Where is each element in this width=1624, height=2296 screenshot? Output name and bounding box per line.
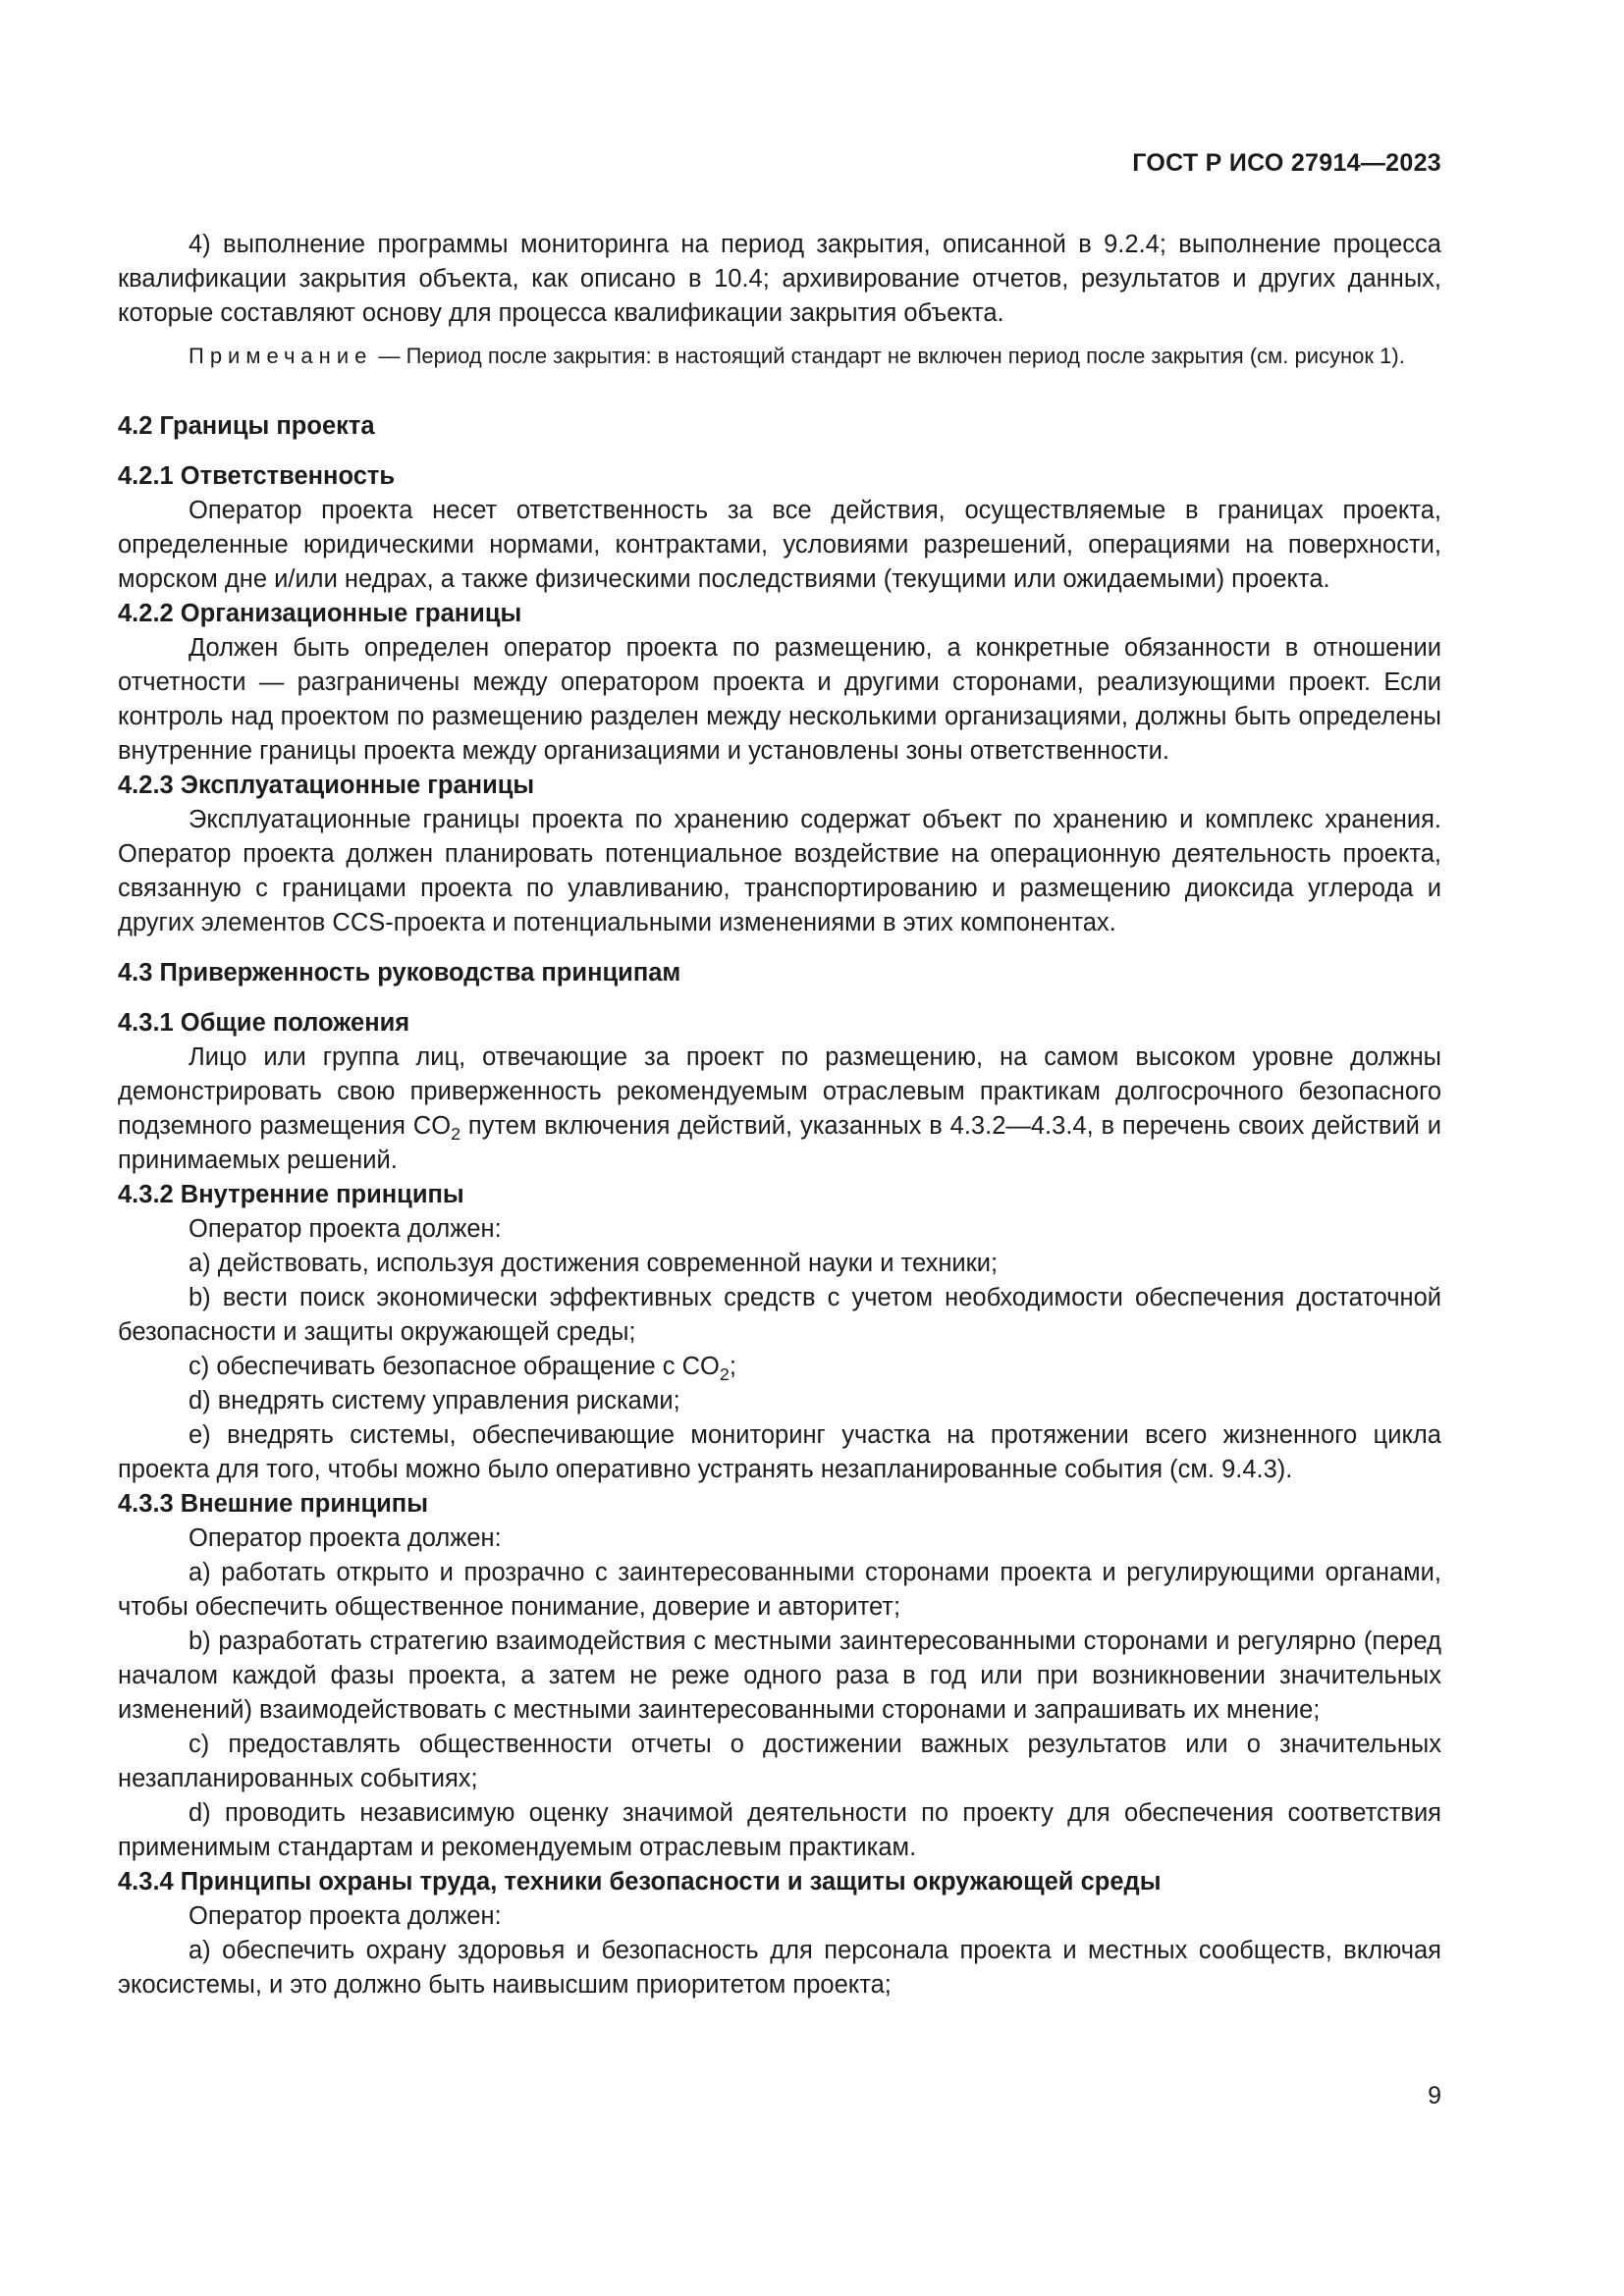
section-4-3-3-item-b: b) разработать стратегию взаимодействия с местными заинтересованными сторонами и регулярно (перед началом каждой фазы проекта, а затем не реже одного раза в год или при возникновении значительных изменений) взаимодействовать с местными заинтересованными сторонами и запрашивать их мнение;: [118, 1628, 1441, 1724]
document-code-header: ГОСТ Р ИСО 27914—2023: [1132, 149, 1441, 177]
section-4-3-3-item-a: а) работать открыто и прозрачно с заинтересованными сторонами проекта и регулирующими органами, чтобы обеспечить общественное понимание, доверие и авторитет;: [118, 1559, 1441, 1621]
document-body: [118, 228, 1441, 2002]
note: [118, 341, 1441, 372]
subscript-2: 2: [719, 1364, 730, 1385]
section-4-3-2-item-e: е) внедрять системы, обеспечивающие мониторинг участка на протяжении всего жизненного цикла проекта для того, чтобы можно было оперативно устранять незапланированные события (см. 9.4.3).: [118, 1421, 1441, 1483]
note-label: Примечание: [189, 344, 373, 368]
section-4-3-3-item-d: d) проводить независимую оценку значимой деятельности по проекту для обеспечения соответствия применимым стандартам и рекомендуемым отраслевым практикам.: [118, 1799, 1441, 1861]
section-4-3-2-item-b: b) вести поиск экономически эффективных средств с учетом необходимости обеспечения достаточной безопасности и защиты окружающей среды;: [118, 1284, 1441, 1346]
subscript-2: 2: [451, 1124, 460, 1145]
section-4-3-3-item-c: с) предоставлять общественности отчеты о достижении важных результатов или о значительных незапланированных событиях;: [118, 1731, 1441, 1792]
section-4-2-2-title: 4.2.2 Организационные границы: [118, 600, 522, 627]
section-4-3-title: 4.3 Приверженность руководства принципам: [118, 959, 681, 987]
section-4-2-3-text: Эксплуатационные границы проекта по хранению содержат объект по хранению и комплекс хранения. Оператор проекта должен планировать потенциальное воздействие на операционную деятельность проекта, связанную с границами проекта по улавливанию, транспортированию и размещению диоксида углерода и других элементов CCS-проекта и потенциальными изменениями в этих компонентах.: [118, 806, 1441, 936]
section-4-3-4-item-a: а) обеспечить охрану здоровья и безопасность для персонала проекта и местных сообществ, включая экосистемы, и это должно быть наивысшим приоритетом проекта;: [118, 1937, 1441, 1999]
section-4-2-3-title: 4.2.3 Эксплуатационные границы: [118, 772, 535, 799]
section-4-3-2-lead: Оператор проекта должен:: [189, 1215, 502, 1243]
section-4-3-2-item-a: а) действовать, используя достижения современной науки и техники;: [189, 1250, 999, 1277]
section-4-3-4-title: 4.3.4 Принципы охраны труда, техники безопасности и защиты окружающей среды: [118, 1868, 1162, 1896]
intro-item-4: 4) выполнение программы мониторинга на период закрытия, описанной в 9.2.4; выполнение процесса квалификации закрытия объекта, как описано в 10.4; архивирование отчетов, результатов и других данных, которые составляют основу для процесса квалификации закрытия объекта.: [118, 231, 1441, 327]
s431-text-b: путем включения действий, указанных в 4.3.2—4.3.4, в перечень своих действий и принимаемых решений.: [118, 1112, 1441, 1174]
section-4-3-2-item-d: d) внедрять систему управления рисками;: [189, 1387, 680, 1415]
section-4-3-2-item-c: [118, 1350, 1441, 1384]
s431-text-a: Лицо или группа лиц, отвечающие за проект по размещению, на самом высоком уровне должны демонстрировать свою приверженность рекомендуемым отраслевым практикам долгосрочного безопасного подземного размещения CO: [118, 1043, 1441, 1140]
section-4-2-1-title: 4.2.1 Ответственность: [118, 462, 396, 490]
section-4-3-3-title: 4.3.3 Внешние принципы: [118, 1490, 428, 1518]
section-4-3-2-title: 4.3.2 Внутренние принципы: [118, 1181, 464, 1208]
s432-c-text-a: с) обеспечивать безопасное обращение с CO: [189, 1353, 720, 1380]
s432-c-text-b: ;: [729, 1353, 736, 1380]
section-4-3-3-lead: Оператор проекта должен:: [189, 1524, 502, 1552]
section-4-3-4-lead: Оператор проекта должен:: [189, 1902, 502, 1930]
section-4-3-1-title: 4.3.1 Общие положения: [118, 1009, 410, 1037]
page-number: 9: [1428, 2082, 1441, 2109]
section-4-2-title: 4.2 Границы проекта: [118, 412, 375, 440]
section-4-3-1-text: [118, 1041, 1441, 1178]
note-text: — Период после закрытия: в настоящий стандарт не включен период после закрытия (см. рисунок 1).: [372, 344, 1405, 368]
section-4-2-2-text: Должен быть определен оператор проекта по размещению, а конкретные обязанности в отношении отчетности — разграничены между оператором проекта и другими сторонами, реализующими проект. Если контроль над проектом по размещению разделен между несколькими организациями, должны быть определены внутренние границы проекта между организациями и установлены зоны ответственности.: [118, 634, 1441, 765]
section-4-2-1-text: Оператор проекта несет ответственность за все действия, осуществляемые в границах проекта, определенные юридическими нормами, контрактами, условиями разрешений, операциями на поверхности, морском дне и/или недрах, а также физическими последствиями (текущими или ожидаемыми) проекта.: [118, 497, 1441, 593]
